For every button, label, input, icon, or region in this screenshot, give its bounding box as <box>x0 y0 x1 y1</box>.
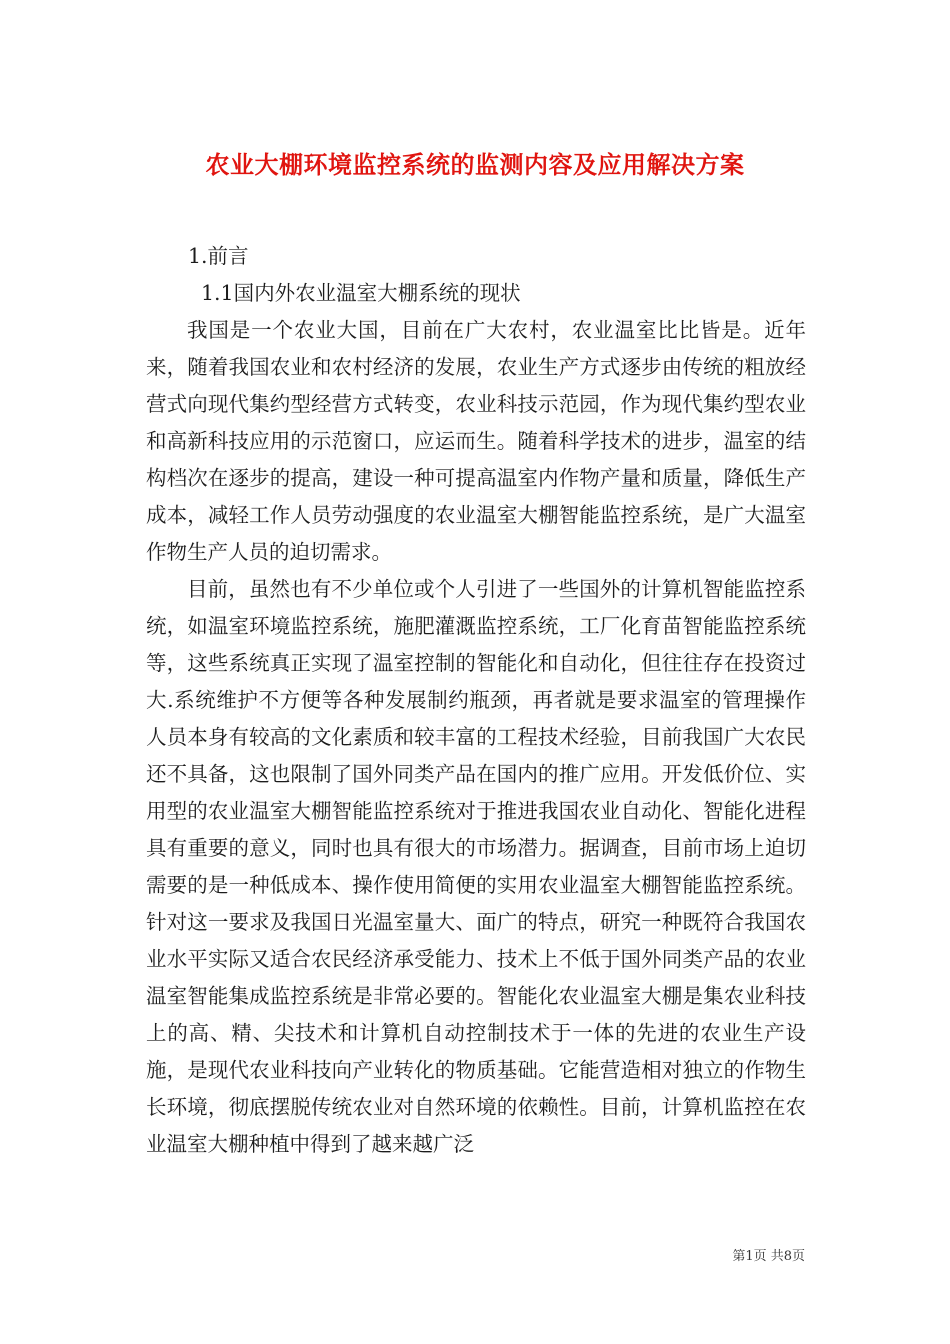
document-title: 农业大棚环境监控系统的监测内容及应用解决方案 <box>205 150 745 180</box>
subsection-heading: 1.1国内外农业温室大棚系统的现状 <box>201 281 521 305</box>
section-heading: 1.前言 <box>188 244 249 268</box>
paragraph: 我国是一个农业大国，目前在广大农村，农业温室比比皆是。近年来，随着我国农业和农村经济的发展，农业生产方式逐步由传统的粗放经营式向现代集约型经营方式转变，农业科技示范园，作为现代集约型农业和高新科技应用的示范窗口，应运而生。随着科学技术的进步，温室的结构档次在逐步的提高，建设一种可提高温室内作物产量和质量，降低生产成本，减轻工作人员劳动强度的农业温室大棚智能监控系统，是广大温室作物生产人员的迫切需求。 <box>146 318 806 564</box>
paragraph: 目前，虽然也有不少单位或个人引进了一些国外的计算机智能监控系统，如温室环境监控系统，施肥灌溉监控系统，工厂化育苗智能监控系统等，这些系统真正实现了温室控制的智能化和自动化，但往往存在投资过大.系统维护不方便等各种发展制约瓶颈，再者就是要求温室的管理操作人员本身有较高的文化素质和较丰富的工程技术经验，目前我国广大农民还不具备，这也限制了国外同类产品在国内的推广应用。开发低价位、实用型的农业温室大棚智能监控系统对于推进我国农业自动化、智能化进程具有重要的意义，同时也具有很大的市场潜力。据调查，目前市场上迫切需要的是一种低成本、操作使用简便的实用农业温室大棚智能监控系统。针对这一要求及我国日光温室量大、面广的特点，研究一种既符合我国农业水平实际又适合农民经济承受能力、技术上不低于国外同类产品的农业温室智能集成监控系统是非常必要的。智能化农业温室大棚是集农业科技上的高、精、尖技术和计算机自动控制技术于一体的先进的农业生产设施，是现代农业科技向产业转化的物质基础。它能营造相对独立的作物生长环境，彻底摆脱传统农业对自然环境的依赖性。目前，计算机监控在农业温室大棚种植中得到了越来越广泛 <box>146 577 806 1156</box>
page-number-footer: 第1页 共8页 <box>732 1249 805 1264</box>
document-body <box>146 238 806 1163</box>
